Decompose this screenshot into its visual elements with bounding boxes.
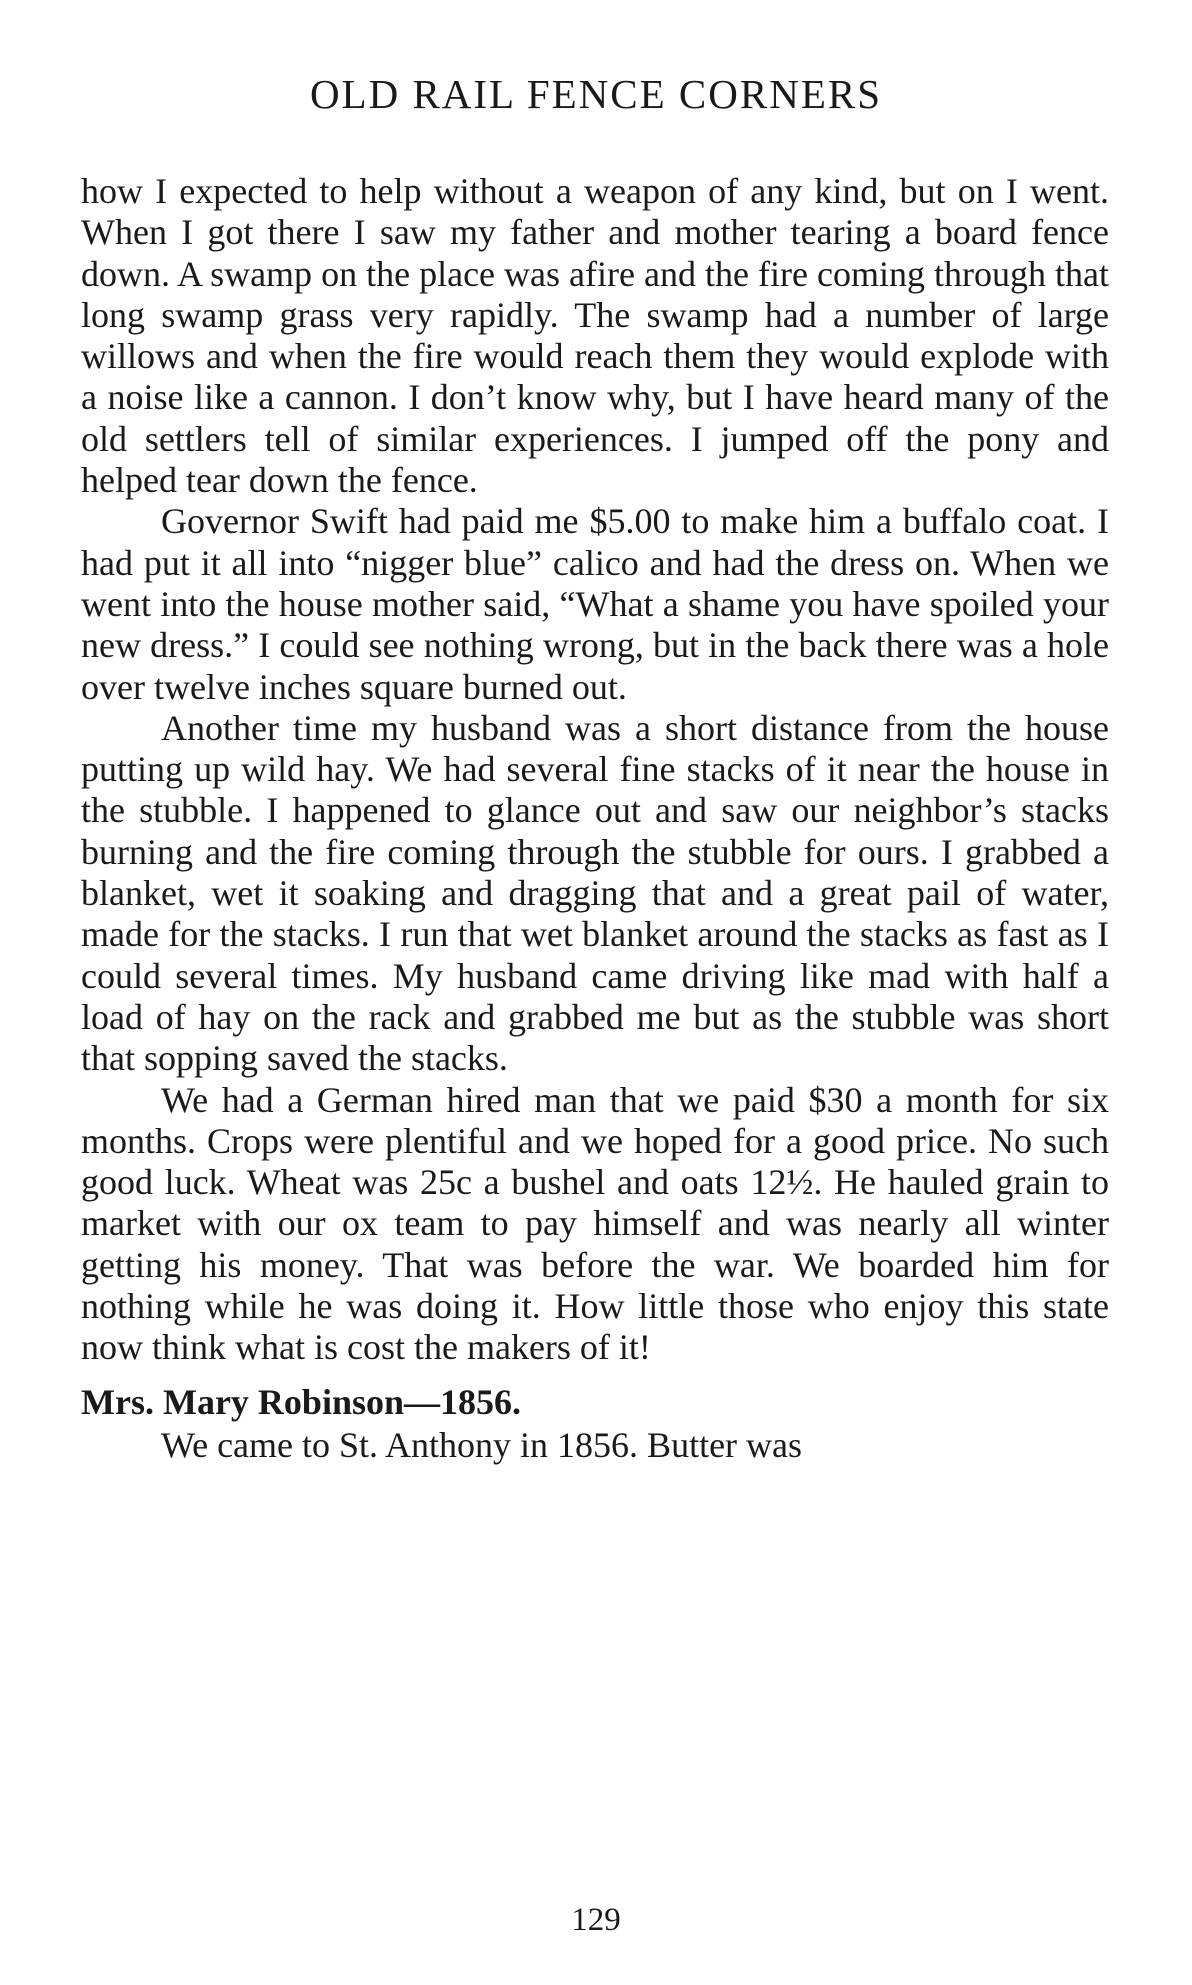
- paragraph-stacks-fire: Another time my husband was a short distance from the house putting up wild hay. We had several fine stacks of it near the house in the stubble. I happened to glance out and saw our neighbor’s stacks burning and the fire coming through the stubble for ours. I grabbed a blanket, wet it soaking and dragging that and a great pail of water, made for the stacks. I run that wet blanket around the stacks as fast as I could several times. My husband came driving like mad with half a load of hay on the rack and grabbed me but as the stubble was short that sopping saved the stacks.: [81, 707, 1109, 1079]
- paragraph-continued: how I expected to help without a weapon of any kind, but on I went. When I got there I saw my father and mother tearing a board fence down. A swamp on the place was afire and the fire coming through that long swamp grass very rapidly. The swamp had a number of large willows and when the fire would reach them they would explode with a noise like a cannon. I don’t know why, but I have heard many of the old settlers tell of similar experiences. I jumped off the pony and helped tear down the fence.: [81, 171, 1109, 501]
- body-text: [81, 171, 1109, 1466]
- running-head: OLD RAIL FENCE CORNERS: [309, 71, 883, 117]
- paragraph-hired-man: We had a German hired man that we paid $30 a month for six months. Crops were plentiful and we hoped for a good price. No such good luck. Wheat was 25c a bushel and oats 12½. He hauled grain to market with our ox team to pay himself and was nearly all winter getting his money. That was before the war. We boarded him for nothing while he was doing it. How little those who enjoy this state now think what is cost the makers of it!: [81, 1079, 1109, 1368]
- section-heading: Mrs. Mary Robinson—1856.: [81, 1381, 521, 1422]
- page-number: 129: [571, 1902, 621, 1938]
- paragraph-st-anthony: We came to St. Anthony in 1856. Butter was: [161, 1424, 803, 1465]
- paragraph-governor-swift: Governor Swift had paid me $5.00 to make him a buffalo coat. I had put it all into “nigger blue” calico and had the dress on. When we went into the house mother said, “What a shame you have spoiled your new dress.” I could see nothing wrong, but in the back there was a hole over twelve inches square burned out.: [81, 501, 1109, 707]
